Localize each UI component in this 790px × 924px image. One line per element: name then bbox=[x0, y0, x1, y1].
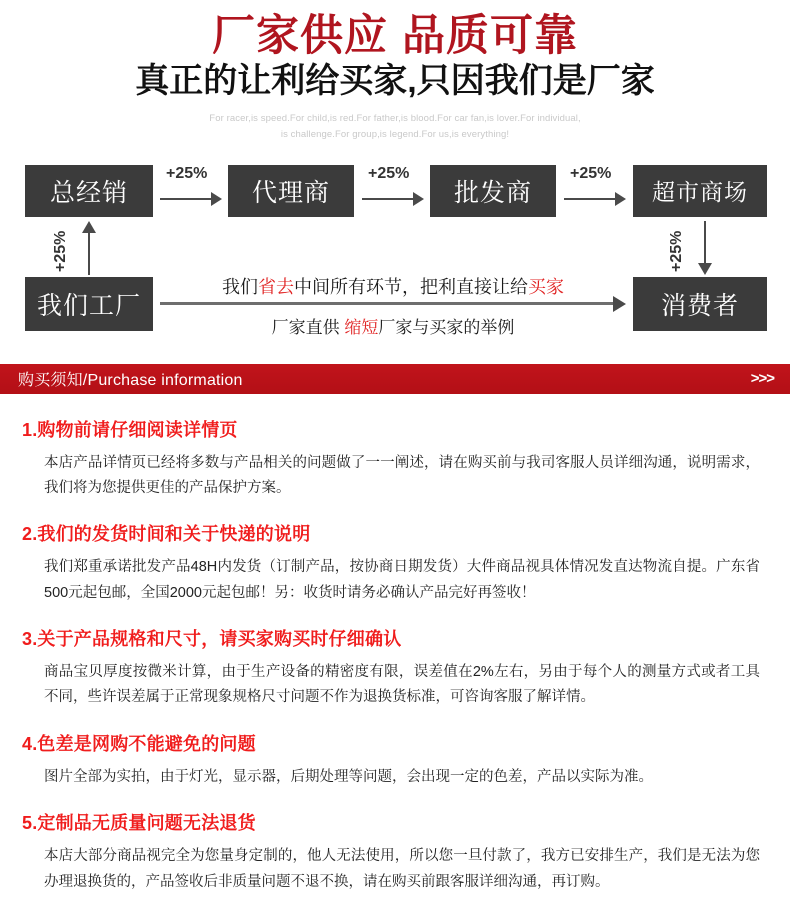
note-heading: 4.色差是网购不能避免的问题 bbox=[22, 733, 256, 754]
caption-segment: 厂家与买家的举例 bbox=[378, 317, 515, 337]
note-heading: 3.关于产品规格和尺寸，请买家购买时仔细确认 bbox=[22, 629, 402, 650]
arrow-head bbox=[211, 192, 222, 206]
caption-highlight: 省去 bbox=[258, 276, 294, 297]
title-part-2: 品质可靠 bbox=[402, 12, 578, 60]
caption-segment: 厂家直供 bbox=[271, 317, 345, 337]
arrow-right-icon bbox=[564, 193, 626, 205]
hero-english-tagline bbox=[0, 111, 790, 142]
flow-caption-primary bbox=[160, 273, 626, 299]
arrow-shaft bbox=[704, 221, 706, 263]
chevron-right-triple-icon: >>> bbox=[750, 370, 774, 388]
note-body: 商品宝贝厚度按微米计算，由于生产设备的精密度有限，误差值在2%左右，另由于每个人的测量方式或者工具不同，些许误差属于正常现象规格尺寸问题不作为退换货标准，可咨询客服了解详情。 bbox=[44, 664, 760, 706]
markup-label-step1: +25% bbox=[166, 164, 208, 182]
note-heading: 2.我们的发货时间和关于快递的说明 bbox=[22, 524, 311, 545]
flow-node-distributor: 总经销 bbox=[25, 165, 153, 217]
caption-segment: 我们 bbox=[222, 276, 258, 297]
caption-highlight: 买家 bbox=[528, 276, 564, 297]
supply-chain-diagram bbox=[0, 155, 790, 360]
arrow-shaft bbox=[362, 198, 413, 200]
purchase-notes-list bbox=[0, 394, 790, 895]
title-part-1: 厂家供应 bbox=[212, 12, 388, 60]
tagline-line-1: For racer,is speed.For child,is red.For father,is blood.For car fan,is lover.For individual, bbox=[209, 113, 581, 125]
arrow-right-icon bbox=[160, 193, 222, 205]
markup-label-step2: +25% bbox=[368, 164, 410, 182]
arrow-head bbox=[82, 221, 96, 233]
list-item bbox=[22, 520, 768, 606]
arrow-shaft bbox=[564, 198, 615, 200]
note-heading: 1.购物前请仔细阅读详情页 bbox=[22, 419, 238, 440]
page-subtitle: 真正的让利给买家,只因我们是厂家 bbox=[135, 62, 655, 101]
flow-node-factory: 我们工厂 bbox=[25, 277, 153, 331]
arrow-head bbox=[615, 192, 626, 206]
hero-banner bbox=[0, 0, 790, 143]
arrow-head bbox=[413, 192, 424, 206]
markup-label-step3: +25% bbox=[570, 164, 612, 182]
list-item bbox=[22, 809, 768, 895]
arrow-shaft bbox=[160, 302, 613, 305]
flow-node-wholesaler: 批发商 bbox=[430, 165, 556, 217]
note-heading: 5.定制品无质量问题无法退货 bbox=[22, 813, 256, 834]
arrow-right-long-icon bbox=[160, 298, 626, 310]
note-body: 本店大部分商品视完全为您量身定制的，他人无法使用，所以您一旦付款了，我方已安排生产，我们是无法为您办理退换货的，产品签收后非质量问题不退不换，请在购买前跟客服详细沟通，再订购。 bbox=[44, 848, 760, 890]
list-item bbox=[22, 730, 768, 790]
arrow-head bbox=[698, 263, 712, 275]
page-title bbox=[0, 12, 790, 60]
arrow-shaft bbox=[160, 198, 211, 200]
markup-label-supermarket-to-consumer: +25% bbox=[668, 230, 685, 272]
section-title: 购买须知/Purchase information bbox=[18, 372, 243, 390]
note-body: 图片全部为实拍，由于灯光，显示器，后期处理等问题，会出现一定的色差，产品以实际为准。 bbox=[44, 768, 653, 785]
arrow-down-icon bbox=[699, 221, 711, 275]
markup-label-factory-to-distributor: +25% bbox=[52, 230, 69, 272]
list-item bbox=[22, 625, 768, 711]
list-item bbox=[22, 416, 768, 502]
flow-node-supermarket: 超市商场 bbox=[633, 165, 767, 217]
tagline-line-2: is challenge.For group,is legend.For us,is everything! bbox=[280, 128, 510, 140]
note-body: 本店产品详情页已经将多数与产品相关的问题做了一一阐述，请在购买前与我司客服人员详细沟通，说明需求，我们将为您提供更佳的产品保护方案。 bbox=[44, 454, 760, 496]
flow-node-consumer: 消费者 bbox=[633, 277, 767, 331]
arrow-right-icon bbox=[362, 193, 424, 205]
note-body: 我们郑重承诺批发产品48H内发货（订制产品，按协商日期发货）大件商品视具体情况发直达物流自提。广东省500元起包邮，全国2000元起包邮！另：收货时请务必确认产品完好再签收！ bbox=[44, 559, 760, 601]
arrow-shaft bbox=[88, 233, 90, 275]
purchase-information-header bbox=[0, 364, 790, 394]
caption-segment: 中间所有环节，把利直接让给 bbox=[294, 276, 528, 297]
arrow-up-icon bbox=[83, 221, 95, 275]
flow-node-agent: 代理商 bbox=[228, 165, 354, 217]
flow-caption-secondary bbox=[160, 313, 626, 338]
caption-highlight: 缩短 bbox=[344, 317, 379, 337]
